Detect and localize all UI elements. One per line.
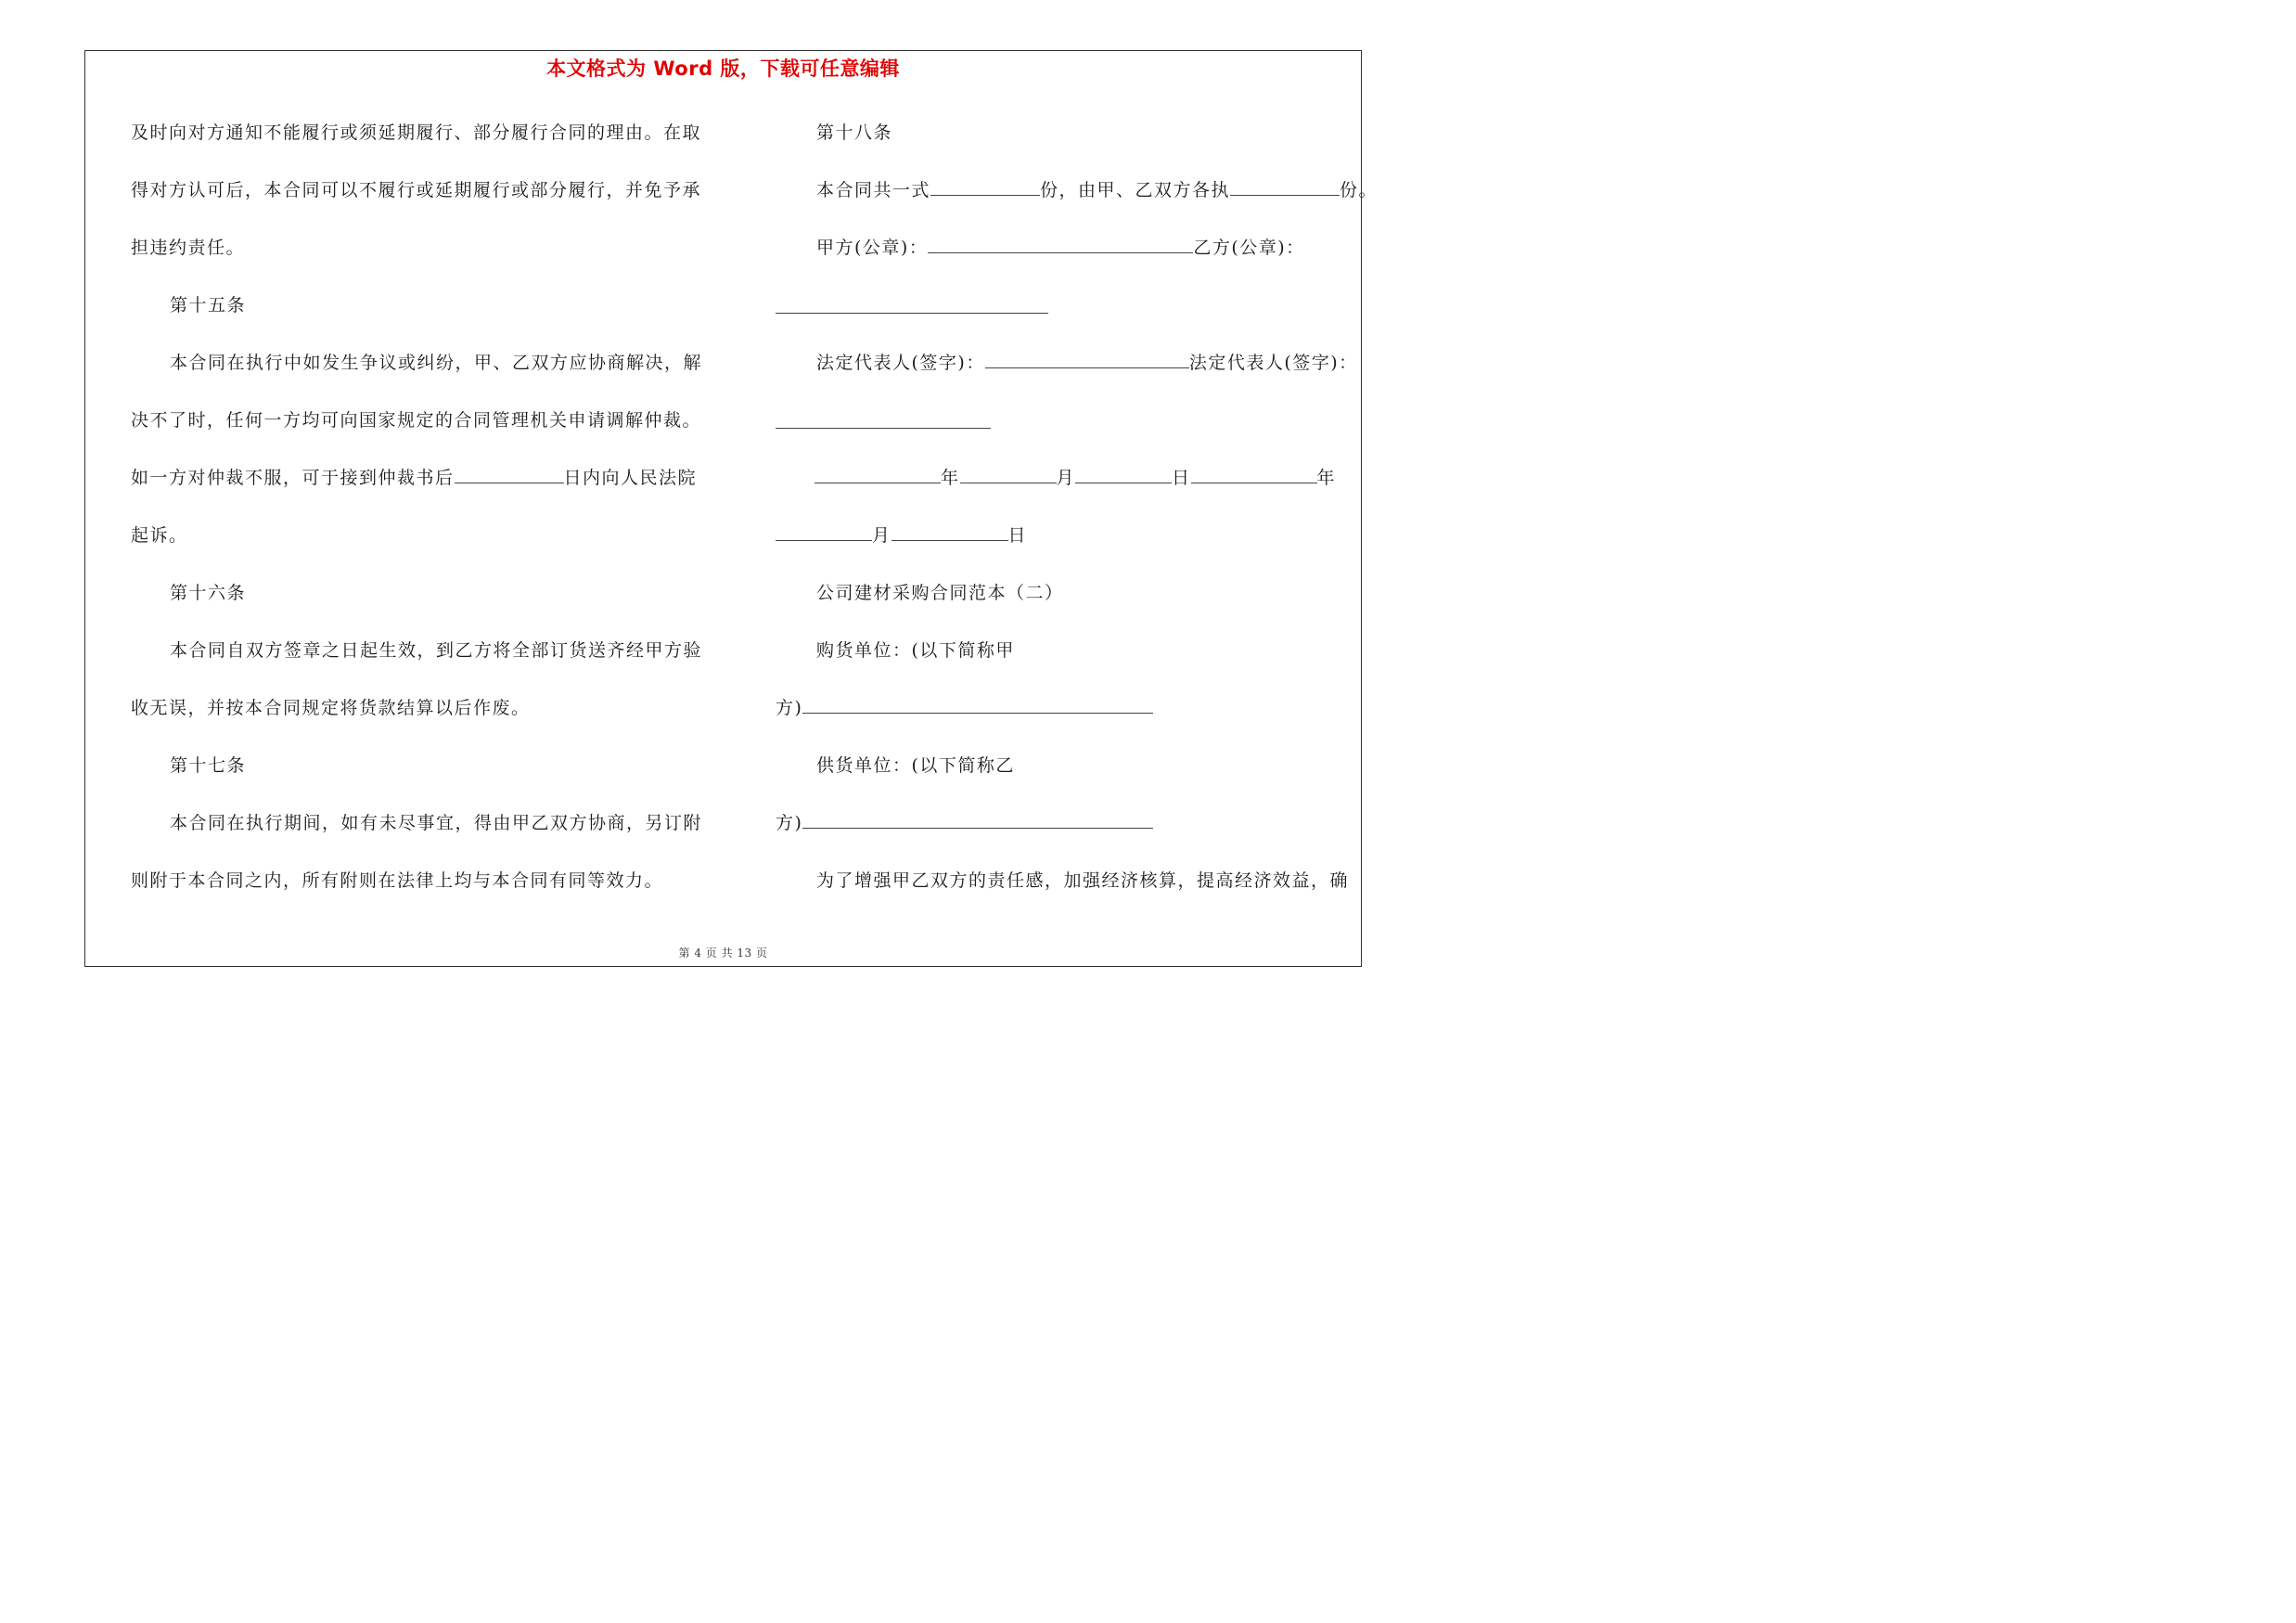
buyer-blank: [802, 697, 1153, 714]
copies-text-b: 份，由甲、乙双方各执: [1040, 180, 1231, 200]
left-line-1: 及时向对方通知不能履行或须延期履行、部分履行合同的理由。在取: [131, 122, 702, 143]
purpose-line: 为了增强甲乙双方的责任感，加强经济核算，提高经济效益，确: [816, 870, 1350, 891]
seller-label: 供货单位：(以下简称乙: [816, 755, 1015, 776]
copies-text-c: 份。: [1340, 180, 1379, 200]
article-18-heading: 第十八条: [816, 122, 893, 143]
month-a-blank: [960, 467, 1057, 483]
seller-line: [776, 812, 1153, 834]
day-a-label: 日: [1172, 468, 1191, 488]
copies-line: [816, 179, 1378, 201]
article-17-heading: 第十七条: [170, 755, 247, 776]
copies-text-a: 本合同共一式: [816, 180, 931, 200]
party-a-seal-label: 甲方(公章)：: [816, 238, 929, 258]
each-copies-blank: [1230, 179, 1340, 196]
seal-line: [816, 237, 1305, 259]
month-a-label: 月: [1056, 468, 1076, 488]
month-b-label: 月: [872, 525, 891, 546]
left-line-10: 本合同自双方签章之日起生效，到乙方将全部订货送齐经甲方验: [170, 640, 703, 661]
rep-b-blank: [776, 428, 991, 429]
year-a-label: 年: [941, 468, 960, 488]
page-number-footer: 第 4 页 共 13 页: [678, 947, 768, 960]
seller-blank: [802, 812, 1153, 829]
day-b-label: 日: [1007, 525, 1028, 546]
party-b-seal-blank: [776, 313, 1048, 314]
rep-a-label: 法定代表人(签字)：: [816, 353, 985, 373]
word-format-banner: 本文格式为 Word 版，下载可任意编辑: [546, 58, 900, 80]
year-b-blank: [1191, 467, 1317, 483]
day-b-blank: [891, 524, 1008, 541]
party-a-seal-blank: [928, 237, 1193, 253]
left-line-11: 收无误，并按本合同规定将货款结算以后作废。: [131, 698, 531, 718]
left-line-13: 本合同在执行期间，如有未尽事宜，得由甲乙双方协商，另订附: [170, 813, 703, 833]
year-a-blank: [815, 467, 941, 483]
left-line-7-start: 如一方对仲裁不服，可于接到仲裁书后: [131, 468, 455, 488]
left-line-3: 担违约责任。: [131, 238, 246, 258]
rep-b-label: 法定代表人(签字)：: [1188, 353, 1358, 373]
days-blank: [455, 467, 564, 483]
date-line-2: [776, 524, 1027, 547]
buyer-label: 购货单位：(以下简称甲: [816, 640, 1015, 661]
buyer-line: [776, 697, 1153, 719]
party-b-seal-label: 乙方(公章)：: [1193, 238, 1305, 258]
seller-cont: 方): [776, 813, 803, 833]
article-15-heading: 第十五条: [170, 295, 247, 316]
month-b-blank: [776, 524, 872, 541]
year-b-label: 年: [1316, 468, 1337, 488]
left-line-2: 得对方认可后，本合同可以不履行或延期履行或部分履行，并免予承: [131, 180, 702, 200]
left-line-6: 决不了时，任何一方均可向国家规定的合同管理机关申请调解仲裁。: [131, 410, 702, 431]
total-copies-blank: [930, 179, 1040, 196]
left-line-7: [131, 467, 697, 489]
buyer-cont: 方): [776, 698, 803, 718]
date-line-1: [815, 467, 1336, 489]
left-line-7-end: 日内向人民法院: [563, 468, 698, 488]
day-a-blank: [1075, 467, 1172, 483]
rep-a-blank: [985, 352, 1189, 368]
contract-2-title: 公司建材采购合同范本（二）: [816, 583, 1064, 603]
left-line-8: 起诉。: [131, 525, 188, 546]
left-line-5: 本合同在执行中如发生争议或纠纷，甲、乙双方应协商解决，解: [170, 353, 703, 373]
left-line-14: 则附于本合同之内，所有附则在法律上均与本合同有同等效力。: [131, 870, 664, 891]
article-16-heading: 第十六条: [170, 583, 247, 603]
representative-line: [816, 352, 1358, 374]
